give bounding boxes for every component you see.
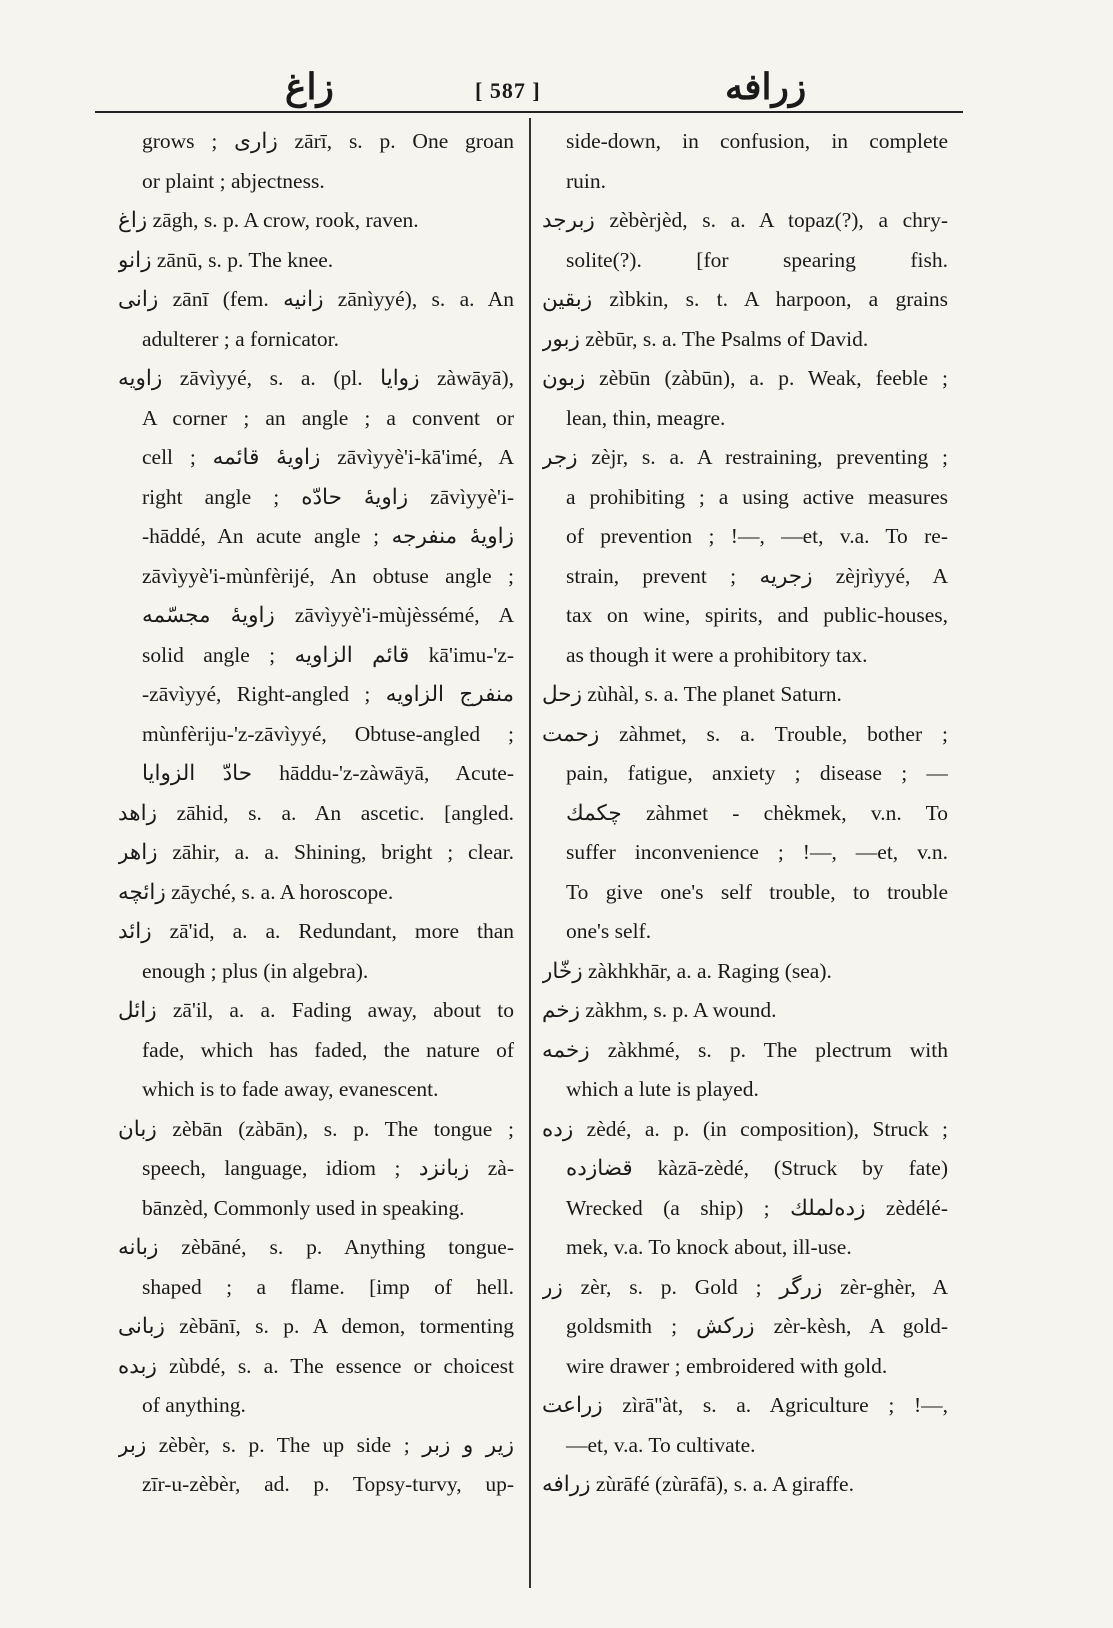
page-header bbox=[95, 60, 965, 110]
left-column-line: of anything. bbox=[142, 1393, 246, 1417]
left-column-line: زائل zā'il, a. a. Fading away, about to bbox=[118, 998, 514, 1022]
left-column-line: or plaint ; abjectness. bbox=[142, 168, 325, 193]
left-running-headword: زاغ bbox=[285, 67, 334, 107]
left-column-line: زاهد zāhid, s. a. An ascetic. [angled. bbox=[118, 800, 514, 825]
left-column-line: زبانه zèbāné, s. p. Anything tongue- bbox=[118, 1235, 514, 1259]
column-divider bbox=[529, 118, 531, 1588]
left-column-line: A corner ; an angle ; a convent or bbox=[142, 405, 514, 430]
left-column-line: زاهر zāhir, a. a. Shining, bright ; clear. bbox=[118, 840, 514, 864]
left-column-line: -zāvìyyé, Right-angled ; منفرج الزاویه bbox=[142, 682, 514, 706]
right-column-line: چکمك zàhmet - chèkmek, v.n. To bbox=[566, 800, 948, 825]
right-running-headword: زرافه bbox=[725, 67, 807, 107]
right-column-line: زبقین zìbkin, s. t. A harpoon, a grains bbox=[542, 287, 948, 311]
page-number: [ 587 ] bbox=[475, 78, 541, 103]
right-column-line: Wrecked (a ship) ; زده‌لملك zèdélé- bbox=[566, 1195, 948, 1220]
left-column-line: shaped ; a flame. [imp of hell. bbox=[142, 1274, 514, 1299]
right-column-line: pain, fatigue, anxiety ; disease ; — bbox=[566, 761, 948, 785]
left-column-line: mùnfèriju-'z-zāvìyyé, Obtuse-angled ; bbox=[142, 721, 514, 746]
right-column-line: زبرجد zèbèrjèd, s. a. A topaz(?), a chry- bbox=[542, 208, 948, 232]
right-column-line: زراعت zìrā''àt, s. a. Agriculture ; !—, bbox=[542, 1393, 948, 1417]
left-column-line: which is to fade away, evanescent. bbox=[142, 1077, 439, 1101]
right-column-line: زبون zèbūn (zàbūn), a. p. Weak, feeble ; bbox=[542, 366, 948, 390]
right-column-line: زر zèr, s. p. Gold ; زرگر zèr-ghèr, A bbox=[542, 1274, 948, 1299]
left-column-line: زبر zèbèr, s. p. The up side ; زیر و زبر bbox=[118, 1432, 514, 1457]
left-column-line: زانو zānū, s. p. The knee. bbox=[118, 247, 334, 272]
right-column-line: mek, v.a. To knock about, ill-use. bbox=[566, 1235, 852, 1259]
right-column-line: زحمت zàhmet, s. a. Trouble, bother ; bbox=[542, 721, 948, 746]
left-column-line: -hāddé, An acute angle ; زاویهٔ منفرجه bbox=[142, 524, 514, 548]
right-column-line: of prevention ; !—, —et, v.a. To re- bbox=[566, 524, 948, 548]
left-column-line: zāvìyyè'i-mùnfèrijé, An obtuse angle ; bbox=[142, 563, 514, 588]
left-column-line: زاویه zāvìyyé, s. a. (pl. زوایا zàwāyā), bbox=[118, 366, 514, 390]
left-column-line: fade, which has faded, the nature of bbox=[142, 1037, 514, 1062]
right-column-line: —et, v.a. To cultivate. bbox=[566, 1432, 756, 1457]
left-column bbox=[118, 122, 514, 1505]
left-column-line: bānzèd, Commonly used in speaking. bbox=[142, 1195, 465, 1220]
left-column-line: enough ; plus (in algebra). bbox=[142, 958, 369, 983]
left-column-line: right angle ; زاویهٔ حادّه zāvìyyè'i- bbox=[142, 484, 514, 509]
right-column-line: زده zèdé, a. p. (in composition), Struck ; bbox=[542, 1116, 948, 1141]
right-column-line: solite(?). [for spearing fish. bbox=[566, 247, 948, 272]
right-column-line: which a lute is played. bbox=[566, 1077, 759, 1101]
right-column-line: as though it were a prohibitory tax. bbox=[566, 642, 868, 667]
left-column-line: solid angle ; قائم الزاویه kā'imu-'z- bbox=[142, 642, 514, 667]
right-column-line: side-down, in confusion, in complete bbox=[566, 129, 948, 153]
right-column-line: زخمه zàkhmé, s. p. The plectrum with bbox=[542, 1037, 948, 1062]
left-column-line: حادّ الزوایا hāddu-'z-zàwāyā, Acute- bbox=[142, 761, 514, 785]
right-column-line: lean, thin, meagre. bbox=[566, 405, 726, 430]
right-column-line: To give one's self trouble, to trouble bbox=[566, 879, 948, 904]
right-column-line: زبور zèbūr, s. a. The Psalms of David. bbox=[542, 326, 869, 351]
left-column-line: زائد zā'id, a. a. Redundant, more than bbox=[118, 919, 514, 943]
header-rule bbox=[95, 111, 963, 113]
right-column-line: زجر zèjr, s. a. A restraining, preventing ; bbox=[542, 445, 948, 469]
right-column-line: a prohibiting ; a using active measures bbox=[566, 484, 948, 509]
left-column-line: زبان zèbān (zàbān), s. p. The tongue ; bbox=[118, 1116, 514, 1141]
right-column-line: wire drawer ; embroidered with gold. bbox=[566, 1353, 888, 1378]
right-column-line: suffer inconvenience ; !—, —et, v.n. bbox=[566, 840, 948, 864]
left-column-line: زبده zùbdé, s. a. The essence or choicest bbox=[118, 1353, 514, 1378]
left-column-line: زبانی zèbānī, s. p. A demon, tormenting bbox=[118, 1314, 514, 1338]
left-column-line: zīr-u-zèbèr, ad. p. Topsy-turvy, up- bbox=[142, 1472, 514, 1496]
right-column-line: قضازده kàzā-zèdé, (Struck by fate) bbox=[566, 1156, 948, 1180]
right-column-line: one's self. bbox=[566, 919, 652, 943]
right-column-line: زحل zùhàl, s. a. The planet Saturn. bbox=[542, 682, 842, 706]
right-column-line: زخم zàkhm, s. p. A wound. bbox=[542, 998, 777, 1022]
left-column-line: cell ; زاویهٔ قائمه zāvìyyè'i-kā'imé, A bbox=[142, 445, 514, 469]
right-column-line: tax on wine, spirits, and public-houses, bbox=[566, 603, 948, 627]
left-column-line: زانی zānī (fem. زانیه zānìyyé), s. a. An bbox=[118, 287, 514, 311]
left-column-line: زائچه zāyché, s. a. A horoscope. bbox=[118, 879, 394, 904]
left-column-line: زاویهٔ مجسّمه zāvìyyè'i-mùjèssémé, A bbox=[142, 603, 514, 627]
right-column-line: strain, prevent ; زجریه zèjrìyyé, A bbox=[566, 563, 948, 588]
left-column-line: زاغ zāgh, s. p. A crow, rook, raven. bbox=[118, 208, 419, 232]
right-column-line: ruin. bbox=[566, 168, 607, 193]
left-column-line: speech, language, idiom ; زبانزد zà- bbox=[142, 1156, 514, 1180]
right-column-line: زخّار zàkhkhār, a. a. Raging (sea). bbox=[542, 958, 832, 983]
right-column bbox=[542, 122, 948, 1505]
left-column-line: adulterer ; a fornicator. bbox=[142, 326, 339, 351]
right-column-line: زرافه zùrāfé (zùrāfā), s. a. A giraffe. bbox=[542, 1472, 854, 1496]
right-column-line: goldsmith ; زرکش zèr-kèsh, A gold- bbox=[566, 1314, 948, 1338]
left-column-line: grows ; زاری zārī, s. p. One groan bbox=[142, 129, 514, 153]
